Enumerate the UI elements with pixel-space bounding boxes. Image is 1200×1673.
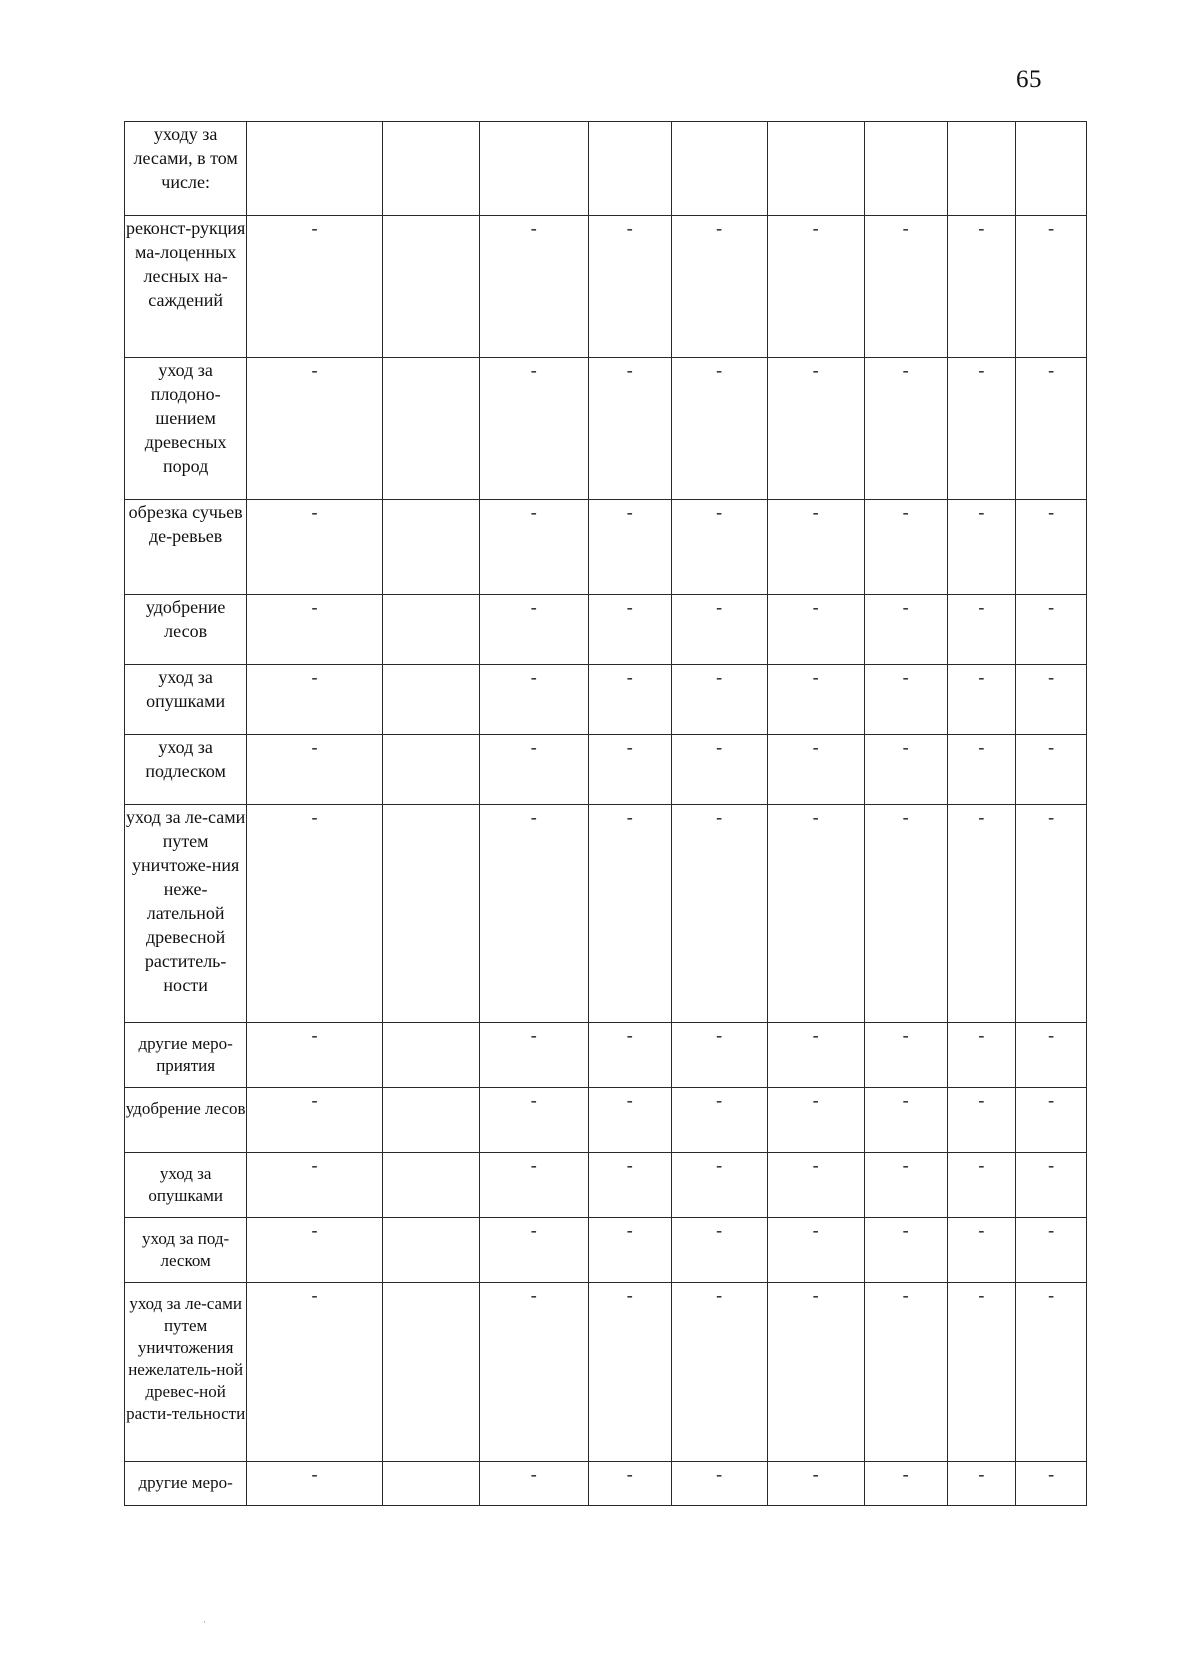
table-cell: -: [671, 665, 767, 735]
table-row: [125, 665, 1087, 735]
table-cell: -: [247, 1283, 382, 1462]
table-cell: -: [671, 1462, 767, 1506]
table-cell: -: [479, 1023, 588, 1088]
table-cell: [479, 122, 588, 216]
table-cell: [382, 1023, 479, 1088]
table-cell: -: [947, 595, 1016, 665]
table-row: [125, 216, 1087, 358]
table-cell: -: [247, 358, 382, 500]
table-cell: -: [247, 665, 382, 735]
table-cell: -: [767, 805, 864, 1023]
table-cell: -: [671, 1283, 767, 1462]
table-cell: -: [864, 665, 947, 735]
table-cell: -: [588, 1218, 671, 1283]
table-row: [125, 1462, 1087, 1506]
table-cell: [382, 1462, 479, 1506]
table-cell: -: [1016, 805, 1087, 1023]
table-cell: -: [1016, 735, 1087, 805]
table-row: [125, 735, 1087, 805]
table-cell: [382, 122, 479, 216]
table-cell: [382, 1218, 479, 1283]
table-cell: -: [947, 1023, 1016, 1088]
table-cell: -: [767, 1462, 864, 1506]
table-cell: -: [479, 500, 588, 595]
table-cell: -: [1016, 1088, 1087, 1153]
table-cell: -: [1016, 1023, 1087, 1088]
table-cell: -: [671, 1153, 767, 1218]
row-label: уход за ле-сами путем уничтоже-ния неже-лательной древесной раститель-ности: [125, 805, 247, 1023]
table-cell: [247, 122, 382, 216]
table-cell: -: [479, 1462, 588, 1506]
table-cell: -: [864, 735, 947, 805]
table-cell: -: [671, 805, 767, 1023]
table-cell: -: [767, 735, 864, 805]
table-cell: -: [947, 1088, 1016, 1153]
row-label: реконст-рукция ма-лоценных лесных на-саждений: [125, 216, 247, 358]
table-cell: -: [767, 1153, 864, 1218]
table-cell: -: [1016, 1462, 1087, 1506]
table-cell: -: [947, 735, 1016, 805]
table-cell: [864, 122, 947, 216]
row-label: удобрение лесов: [125, 595, 247, 665]
table-cell: [671, 122, 767, 216]
table-cell: -: [671, 1218, 767, 1283]
table-cell: [382, 1088, 479, 1153]
table-cell: -: [1016, 1218, 1087, 1283]
table-cell: [382, 216, 479, 358]
table-row: [125, 805, 1087, 1023]
table-cell: -: [767, 500, 864, 595]
table-cell: -: [479, 1153, 588, 1218]
table-cell: -: [767, 665, 864, 735]
row-label: другие меро-приятия: [125, 1023, 247, 1088]
table-cell: -: [864, 805, 947, 1023]
table-cell: -: [588, 595, 671, 665]
table-row: [125, 595, 1087, 665]
table-cell: [382, 358, 479, 500]
table-cell: -: [947, 1153, 1016, 1218]
table-cell: -: [479, 1218, 588, 1283]
table-row: [125, 1218, 1087, 1283]
table-cell: -: [947, 665, 1016, 735]
table-cell: -: [1016, 500, 1087, 595]
table-cell: -: [588, 1153, 671, 1218]
table-cell: [382, 500, 479, 595]
table-cell: -: [588, 1023, 671, 1088]
table-cell: -: [588, 735, 671, 805]
table-cell: [588, 122, 671, 216]
table-cell: -: [479, 805, 588, 1023]
row-label: уход за опушками: [125, 665, 247, 735]
row-label: уход за подлеском: [125, 735, 247, 805]
row-label: уходу за лесами, в том числе:: [125, 122, 247, 216]
table-body: [125, 122, 1087, 1506]
table-cell: [382, 805, 479, 1023]
table-row: [125, 122, 1087, 216]
table-cell: -: [247, 1023, 382, 1088]
table-cell: -: [247, 1218, 382, 1283]
table-cell: -: [671, 500, 767, 595]
table-cell: -: [947, 1283, 1016, 1462]
table-cell: -: [947, 358, 1016, 500]
table-cell: -: [767, 1283, 864, 1462]
table-cell: -: [588, 1283, 671, 1462]
table-cell: [382, 1153, 479, 1218]
table-cell: -: [947, 1218, 1016, 1283]
row-label: другие меро-: [125, 1462, 247, 1506]
table-cell: [382, 735, 479, 805]
table-cell: -: [247, 735, 382, 805]
table-cell: -: [864, 500, 947, 595]
table-cell: -: [247, 1153, 382, 1218]
table-cell: -: [588, 1088, 671, 1153]
table-cell: [947, 122, 1016, 216]
table-cell: -: [247, 595, 382, 665]
table-cell: -: [864, 1153, 947, 1218]
table-cell: -: [671, 735, 767, 805]
table-cell: [382, 665, 479, 735]
table-cell: -: [767, 216, 864, 358]
table-cell: -: [767, 1023, 864, 1088]
table-cell: -: [671, 1088, 767, 1153]
table-cell: -: [588, 216, 671, 358]
table-cell: -: [247, 1088, 382, 1153]
table-cell: -: [864, 216, 947, 358]
table-cell: -: [479, 665, 588, 735]
table-row: [125, 1153, 1087, 1218]
row-label: уход за плодоно-шением древесных пород: [125, 358, 247, 500]
table-cell: -: [947, 500, 1016, 595]
table-cell: -: [588, 358, 671, 500]
table-cell: -: [767, 358, 864, 500]
table-cell: [382, 595, 479, 665]
table-cell: -: [864, 1088, 947, 1153]
table-cell: -: [671, 216, 767, 358]
table-cell: -: [479, 358, 588, 500]
row-label: уход за ле-сами путем уничтожения нежелатель-ной древес-ной расти-тельности: [125, 1283, 247, 1462]
scan-artifact: ·: [203, 1617, 206, 1627]
table-cell: -: [247, 805, 382, 1023]
table-cell: -: [247, 1462, 382, 1506]
table-cell: -: [767, 1218, 864, 1283]
table-row: [125, 1023, 1087, 1088]
row-label: уход за под-леском: [125, 1218, 247, 1283]
table-cell: -: [479, 735, 588, 805]
data-table: [124, 121, 1087, 1506]
table-cell: -: [479, 595, 588, 665]
table-row: [125, 358, 1087, 500]
table-cell: -: [479, 1283, 588, 1462]
table-row: [125, 1283, 1087, 1462]
table-cell: -: [1016, 665, 1087, 735]
table-cell: -: [588, 665, 671, 735]
table-cell: -: [671, 1023, 767, 1088]
row-label: удобрение лесов: [125, 1088, 247, 1153]
table-cell: -: [247, 500, 382, 595]
table-row: [125, 500, 1087, 595]
table-cell: -: [671, 595, 767, 665]
table-cell: -: [588, 1462, 671, 1506]
row-label: уход за опушками: [125, 1153, 247, 1218]
table-cell: -: [1016, 1153, 1087, 1218]
table-cell: -: [1016, 595, 1087, 665]
table-cell: -: [864, 1023, 947, 1088]
table-cell: -: [1016, 358, 1087, 500]
table-cell: -: [1016, 216, 1087, 358]
table-row: [125, 1088, 1087, 1153]
table-cell: -: [479, 1088, 588, 1153]
table-cell: -: [947, 1462, 1016, 1506]
table-cell: -: [864, 1218, 947, 1283]
table-cell: -: [947, 805, 1016, 1023]
page-number: 65: [1016, 66, 1042, 93]
table-cell: -: [864, 1462, 947, 1506]
table-cell: -: [1016, 1283, 1087, 1462]
table-cell: -: [947, 216, 1016, 358]
table-cell: -: [864, 358, 947, 500]
table-cell: [1016, 122, 1087, 216]
table-cell: -: [588, 500, 671, 595]
table-cell: [767, 122, 864, 216]
table-cell: -: [247, 216, 382, 358]
table-cell: -: [588, 805, 671, 1023]
row-label: обрезка сучьев де-ревьев: [125, 500, 247, 595]
table-cell: [382, 1283, 479, 1462]
table-cell: -: [767, 1088, 864, 1153]
table-cell: -: [671, 358, 767, 500]
table-cell: -: [479, 216, 588, 358]
table-cell: -: [864, 1283, 947, 1462]
table-cell: -: [767, 595, 864, 665]
table-cell: -: [864, 595, 947, 665]
